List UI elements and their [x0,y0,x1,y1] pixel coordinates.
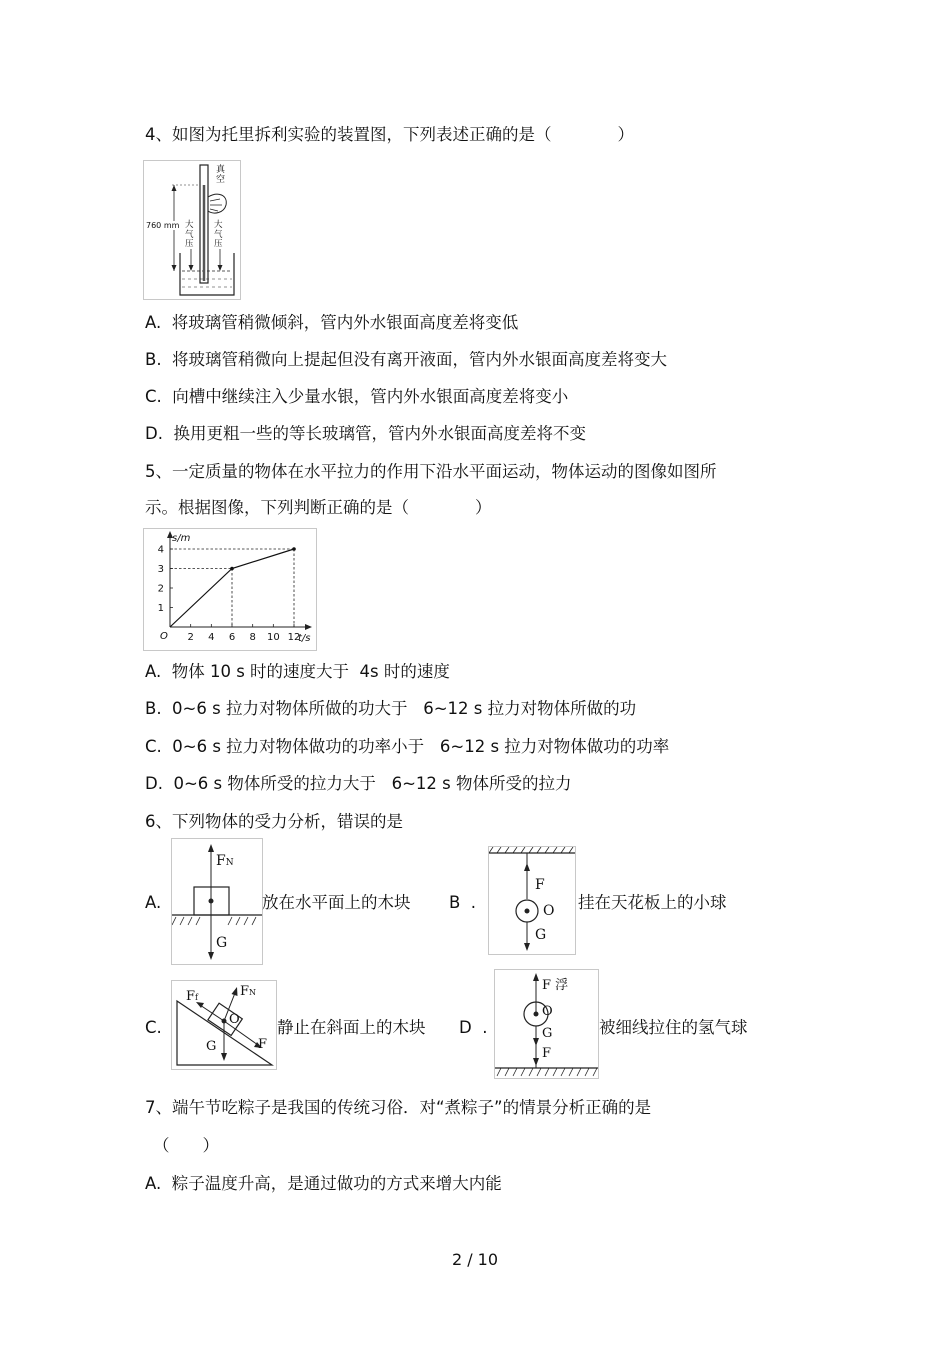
st-chart-figure [143,528,317,651]
q6-stem: 6、下列物体的受力分析，错误的是 [145,812,403,831]
x-tick-label: 12 [287,632,301,643]
ff-subscript: f [195,993,198,1002]
force-figure-b [488,846,576,955]
q5-option-d: D. 0~6 s 物体所受的拉力大于 6~12 s 物体所受的拉力 [145,774,572,793]
q7-stem: 7、端午节吃粽子是我国的传统习俗．对“煮粽子”的情景分析正确的是 [145,1098,652,1117]
x-tick-label: 6 [228,632,236,643]
q5-stem-line2: 示。根据图像，下列判断正确的是（ ） [145,498,492,517]
q4-option-b: B. 将玻璃管稍微向上提起但没有离开液面，管内外水银面高度差将变大 [145,350,668,369]
pressure-label-right: 大气压 [214,220,223,249]
ffloat-label-d: F 浮 [542,978,569,993]
f-label-d: F [542,1046,552,1061]
y-tick-label: 4 [157,544,164,556]
g-label-d: G [542,1026,553,1041]
g-label-b: G [535,927,547,943]
x-tick-label: 4 [208,632,215,643]
fn-subscript-c: N [249,988,257,997]
o-label-b: O [543,903,555,919]
q7-option-a: A. 粽子温度升高，是通过做功的方式来增大内能 [145,1174,502,1193]
fn-letter: F [216,853,226,869]
f-label-c: F [258,1037,268,1052]
q4-option-c: C. 向槽中继续注入少量水银，管内外水银面高度差将变小 [145,387,569,406]
q4-stem: 4、如图为托里拆利实验的装置图，下列表述正确的是（ ） [145,125,634,144]
y-tick-label: 2 [157,583,164,595]
q6-letter-d: D . [459,1018,488,1037]
torricelli-figure [143,160,241,300]
st-chart [144,529,316,650]
g-label-c: G [206,1039,217,1054]
x-tick-label: 10 [266,632,280,643]
x-tick-label: 8 [249,632,256,643]
pressure-label-left: 大气压 [185,220,194,249]
y-tick-label: 3 [157,564,164,575]
force-figure-c [171,980,277,1070]
q6-letter-a: A. [145,893,162,912]
q6-letter-c: C. [145,1018,162,1037]
q5-option-a: A. 物体 10 s 时的速度大于 4s 时的速度 [145,662,450,681]
q4-option-a: A. 将玻璃管稍微倾斜，管内外水银面高度差将变低 [145,313,519,332]
x-tick-label: 2 [187,632,194,643]
o-label-c: O [229,1012,240,1027]
fn-label-c [240,984,256,999]
x-axis-arrow [305,624,312,630]
ff-letter: F [186,989,196,1004]
y-tick-label: 1 [157,603,164,614]
fn-letter-c: F [240,984,250,999]
q6-desc-d: 被细线拉住的氢气球 [599,1018,748,1037]
f-label-b: F [535,877,545,893]
data-point [230,567,234,571]
y-axis-label: s/m [172,533,191,544]
fn-label-a [216,853,234,869]
origin-label: O [160,631,168,642]
height-label: 760 mm [146,221,180,230]
vacuum-label: 真空 [216,165,226,185]
q6-desc-c: 静止在斜面上的木块 [277,1018,426,1037]
force-figure-d [494,969,599,1079]
q6-desc-b: 挂在天花板上的小球 [578,893,727,912]
q5-option-b: B. 0~6 s 拉力对物体所做的功大于 6~12 s 拉力对物体所做的功 [145,699,637,718]
q5-option-c: C. 0~6 s 拉力对物体做功的功率小于 6~12 s 拉力对物体做功的功率 [145,737,670,756]
page-number: 2 / 10 [451,1250,499,1269]
g-label-a: G [216,935,228,951]
fn-subscript: N [225,858,234,868]
ff-label-c [186,989,198,1004]
q4-option-d: D. 换用更粗一些的等长玻璃管，管内外水银面高度差将不变 [145,424,586,443]
q7-paren: （ ） [153,1136,219,1155]
q6-letter-b: B . [449,893,477,912]
x-axis-label: t/s [298,633,311,644]
q5-stem-line1: 5、一定质量的物体在水平拉力的作用下沿水平面运动，物体运动的图像如图所 [145,462,717,481]
o-label-d: O [542,1004,553,1019]
q6-desc-a: 放在水平面上的木块 [262,893,411,912]
data-point [292,547,296,551]
force-figure-a [171,838,263,965]
